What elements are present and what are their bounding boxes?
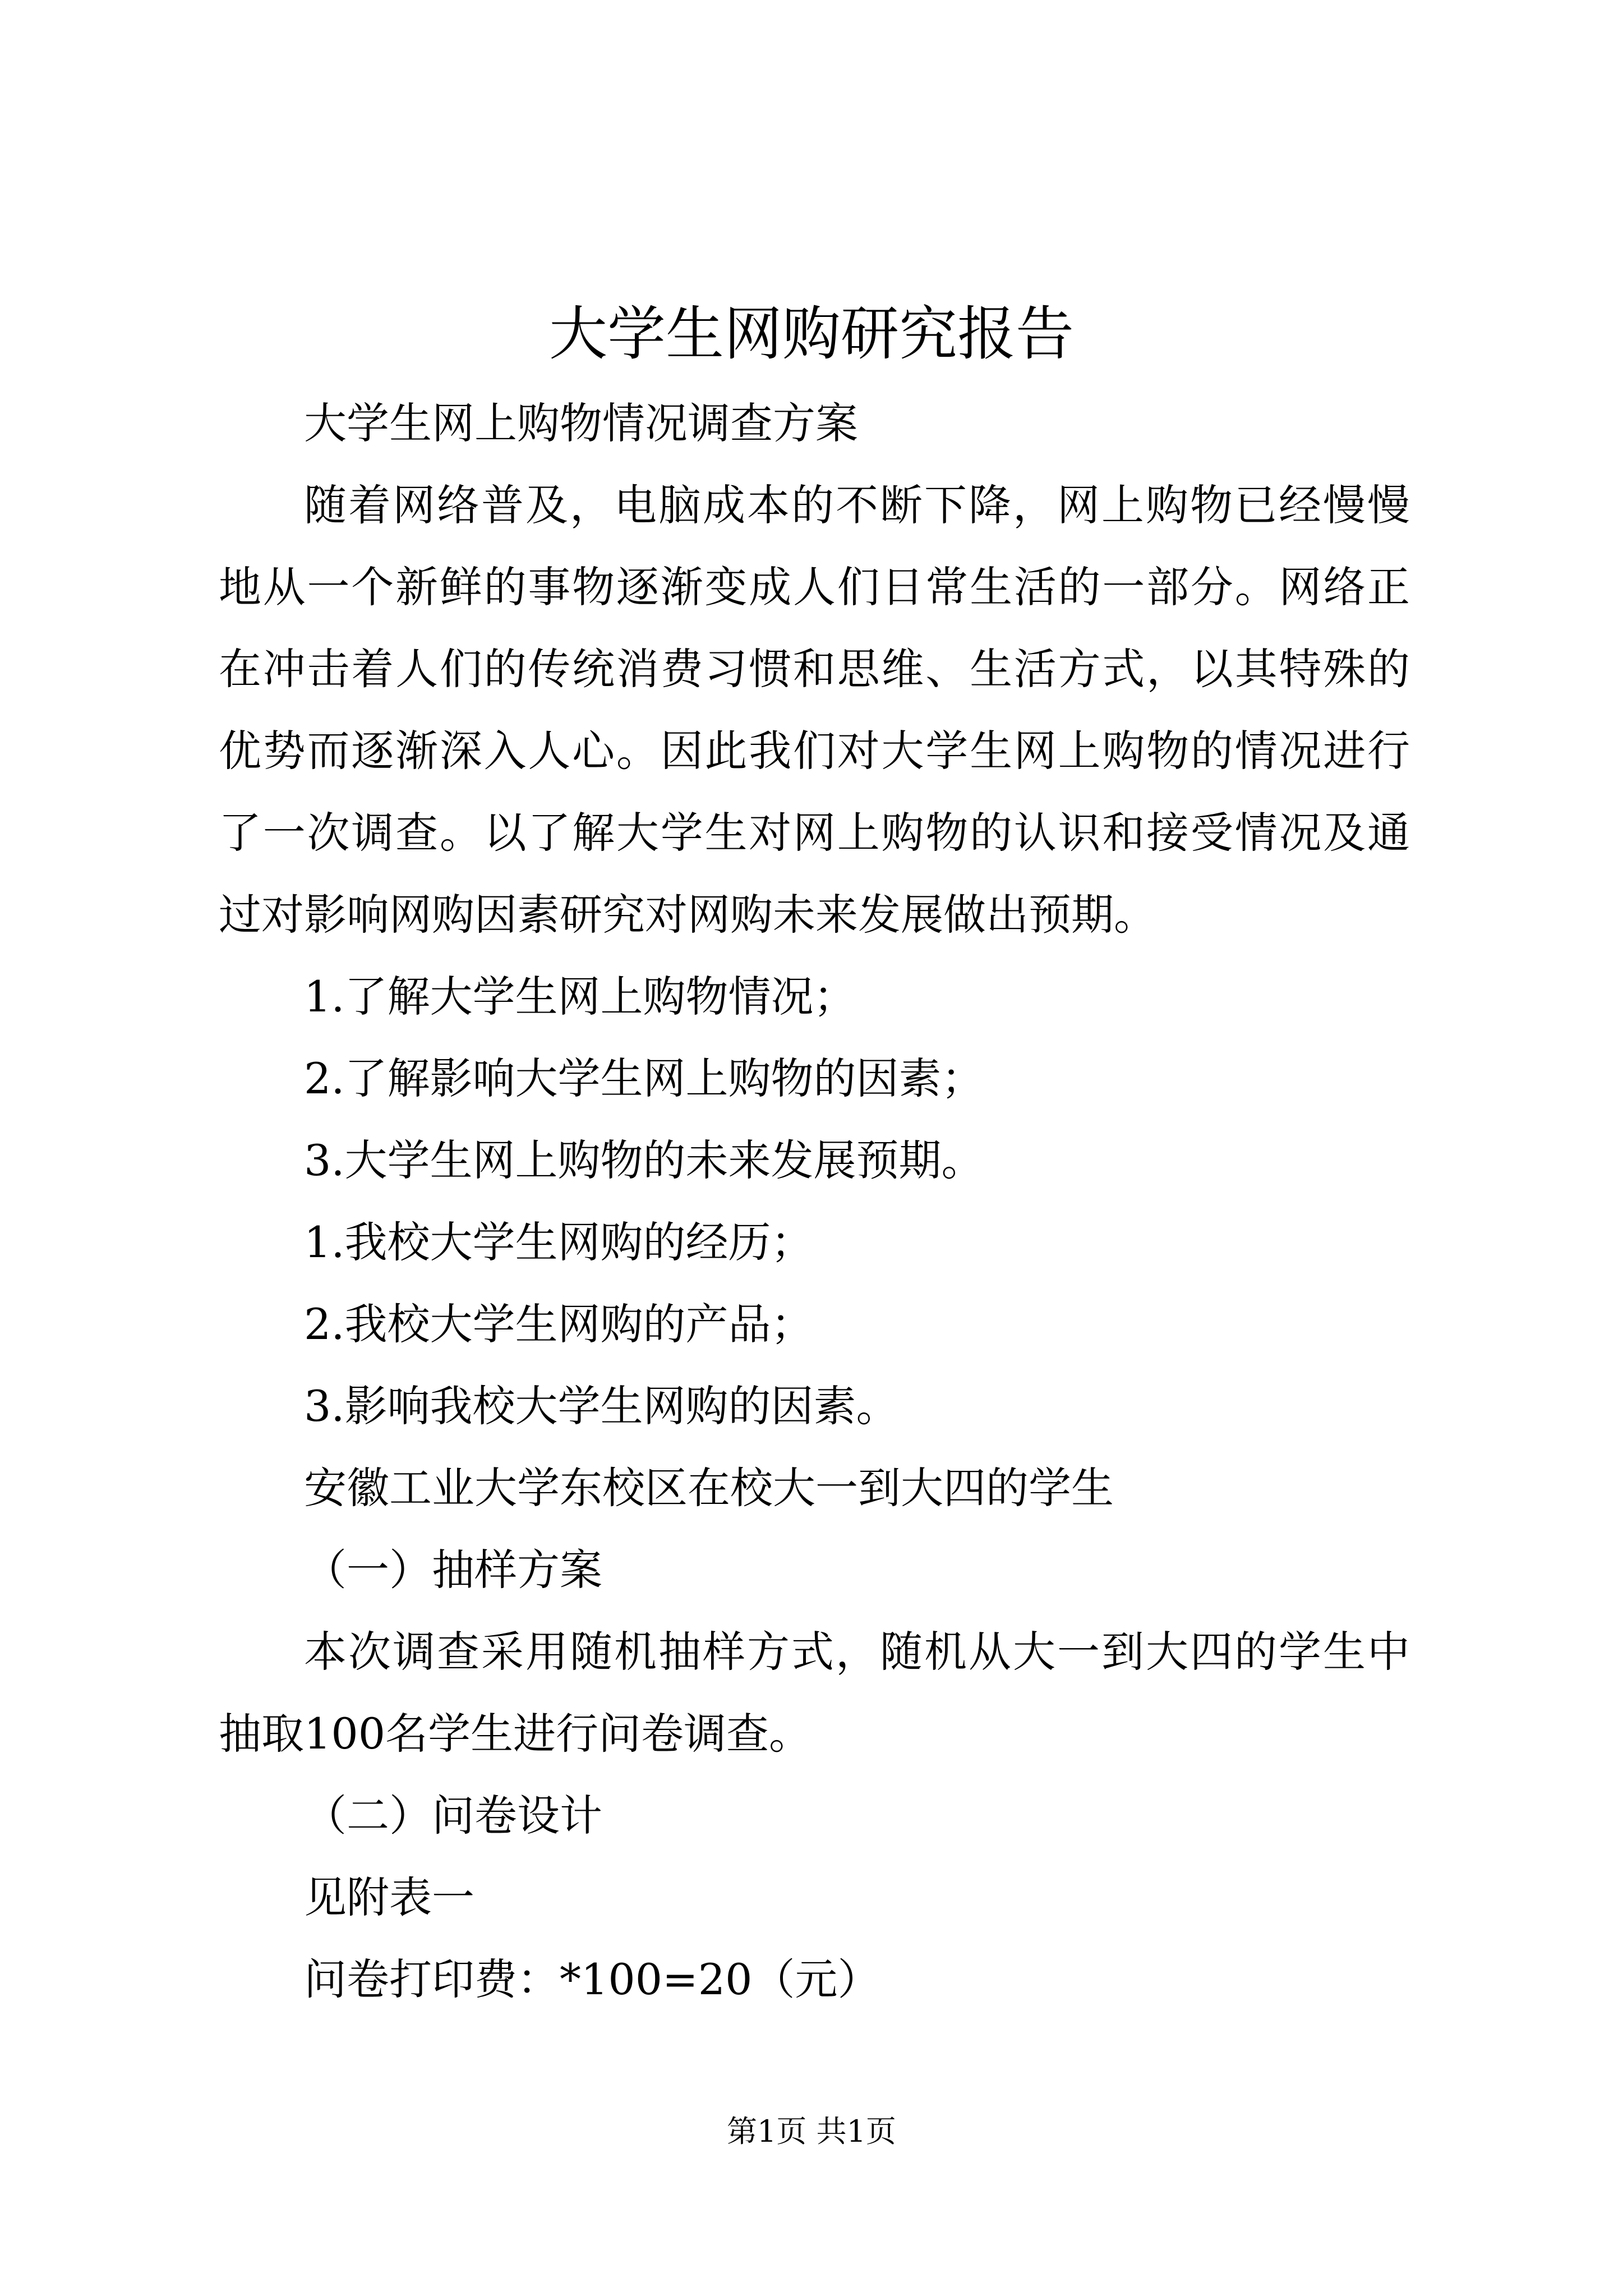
paragraph-survey-plan-heading: 大学生网上购物情况调查方案: [304, 398, 858, 448]
paragraph-introduction: 随着网络普及，电脑成本的不断下降，网上购物已经慢慢地从一个新鲜的事物逐渐变成人们日常生活的一部分。网络正在冲击着人们的传统消费习惯和思维、生活方式，以其特殊的优势而逐渐深入人心。因此我们对大学生网上购物的情况进行了一次调查。以了解大学生对网上购物的认识和接受情况及通过对影响网购因素研究对网购未来发展做出预期。: [219, 480, 1410, 940]
paragraph-questionnaire-heading: （二）问卷设计: [304, 1791, 602, 1841]
paragraph-survey-population: 安徽工业大学东校区在校大一到大四的学生: [304, 1463, 1114, 1513]
paragraph-printing-cost: 问卷打印费：*100=20（元）: [304, 1954, 880, 2004]
paragraph-sampling-heading: （一）抽样方案: [304, 1545, 602, 1595]
document-title: 大学生网购研究报告: [548, 300, 1074, 368]
paragraph-appendix-reference: 见附表一: [304, 1872, 474, 1922]
paragraph-objective-1: 1.了解大学生网上购物情况；: [304, 972, 856, 1022]
paragraph-content-1: 1.我校大学生网购的经历；: [304, 1217, 814, 1267]
paragraph-content-3: 3.影响我校大学生网购的因素。: [304, 1381, 899, 1431]
paragraph-sampling-method: 本次调查采用随机抽样方式，随机从大一到大四的学生中抽取100名学生进行问卷调查。: [219, 1627, 1410, 1759]
page-footer: 第1页 共1页: [727, 2114, 896, 2149]
document-body: [219, 383, 1410, 2021]
paragraph-objective-2: 2.了解影响大学生网上购物的因素；: [304, 1053, 984, 1103]
paragraph-objective-3: 3.大学生网上购物的未来发展预期。: [304, 1135, 984, 1185]
paragraph-content-2: 2.我校大学生网购的产品；: [304, 1299, 814, 1349]
